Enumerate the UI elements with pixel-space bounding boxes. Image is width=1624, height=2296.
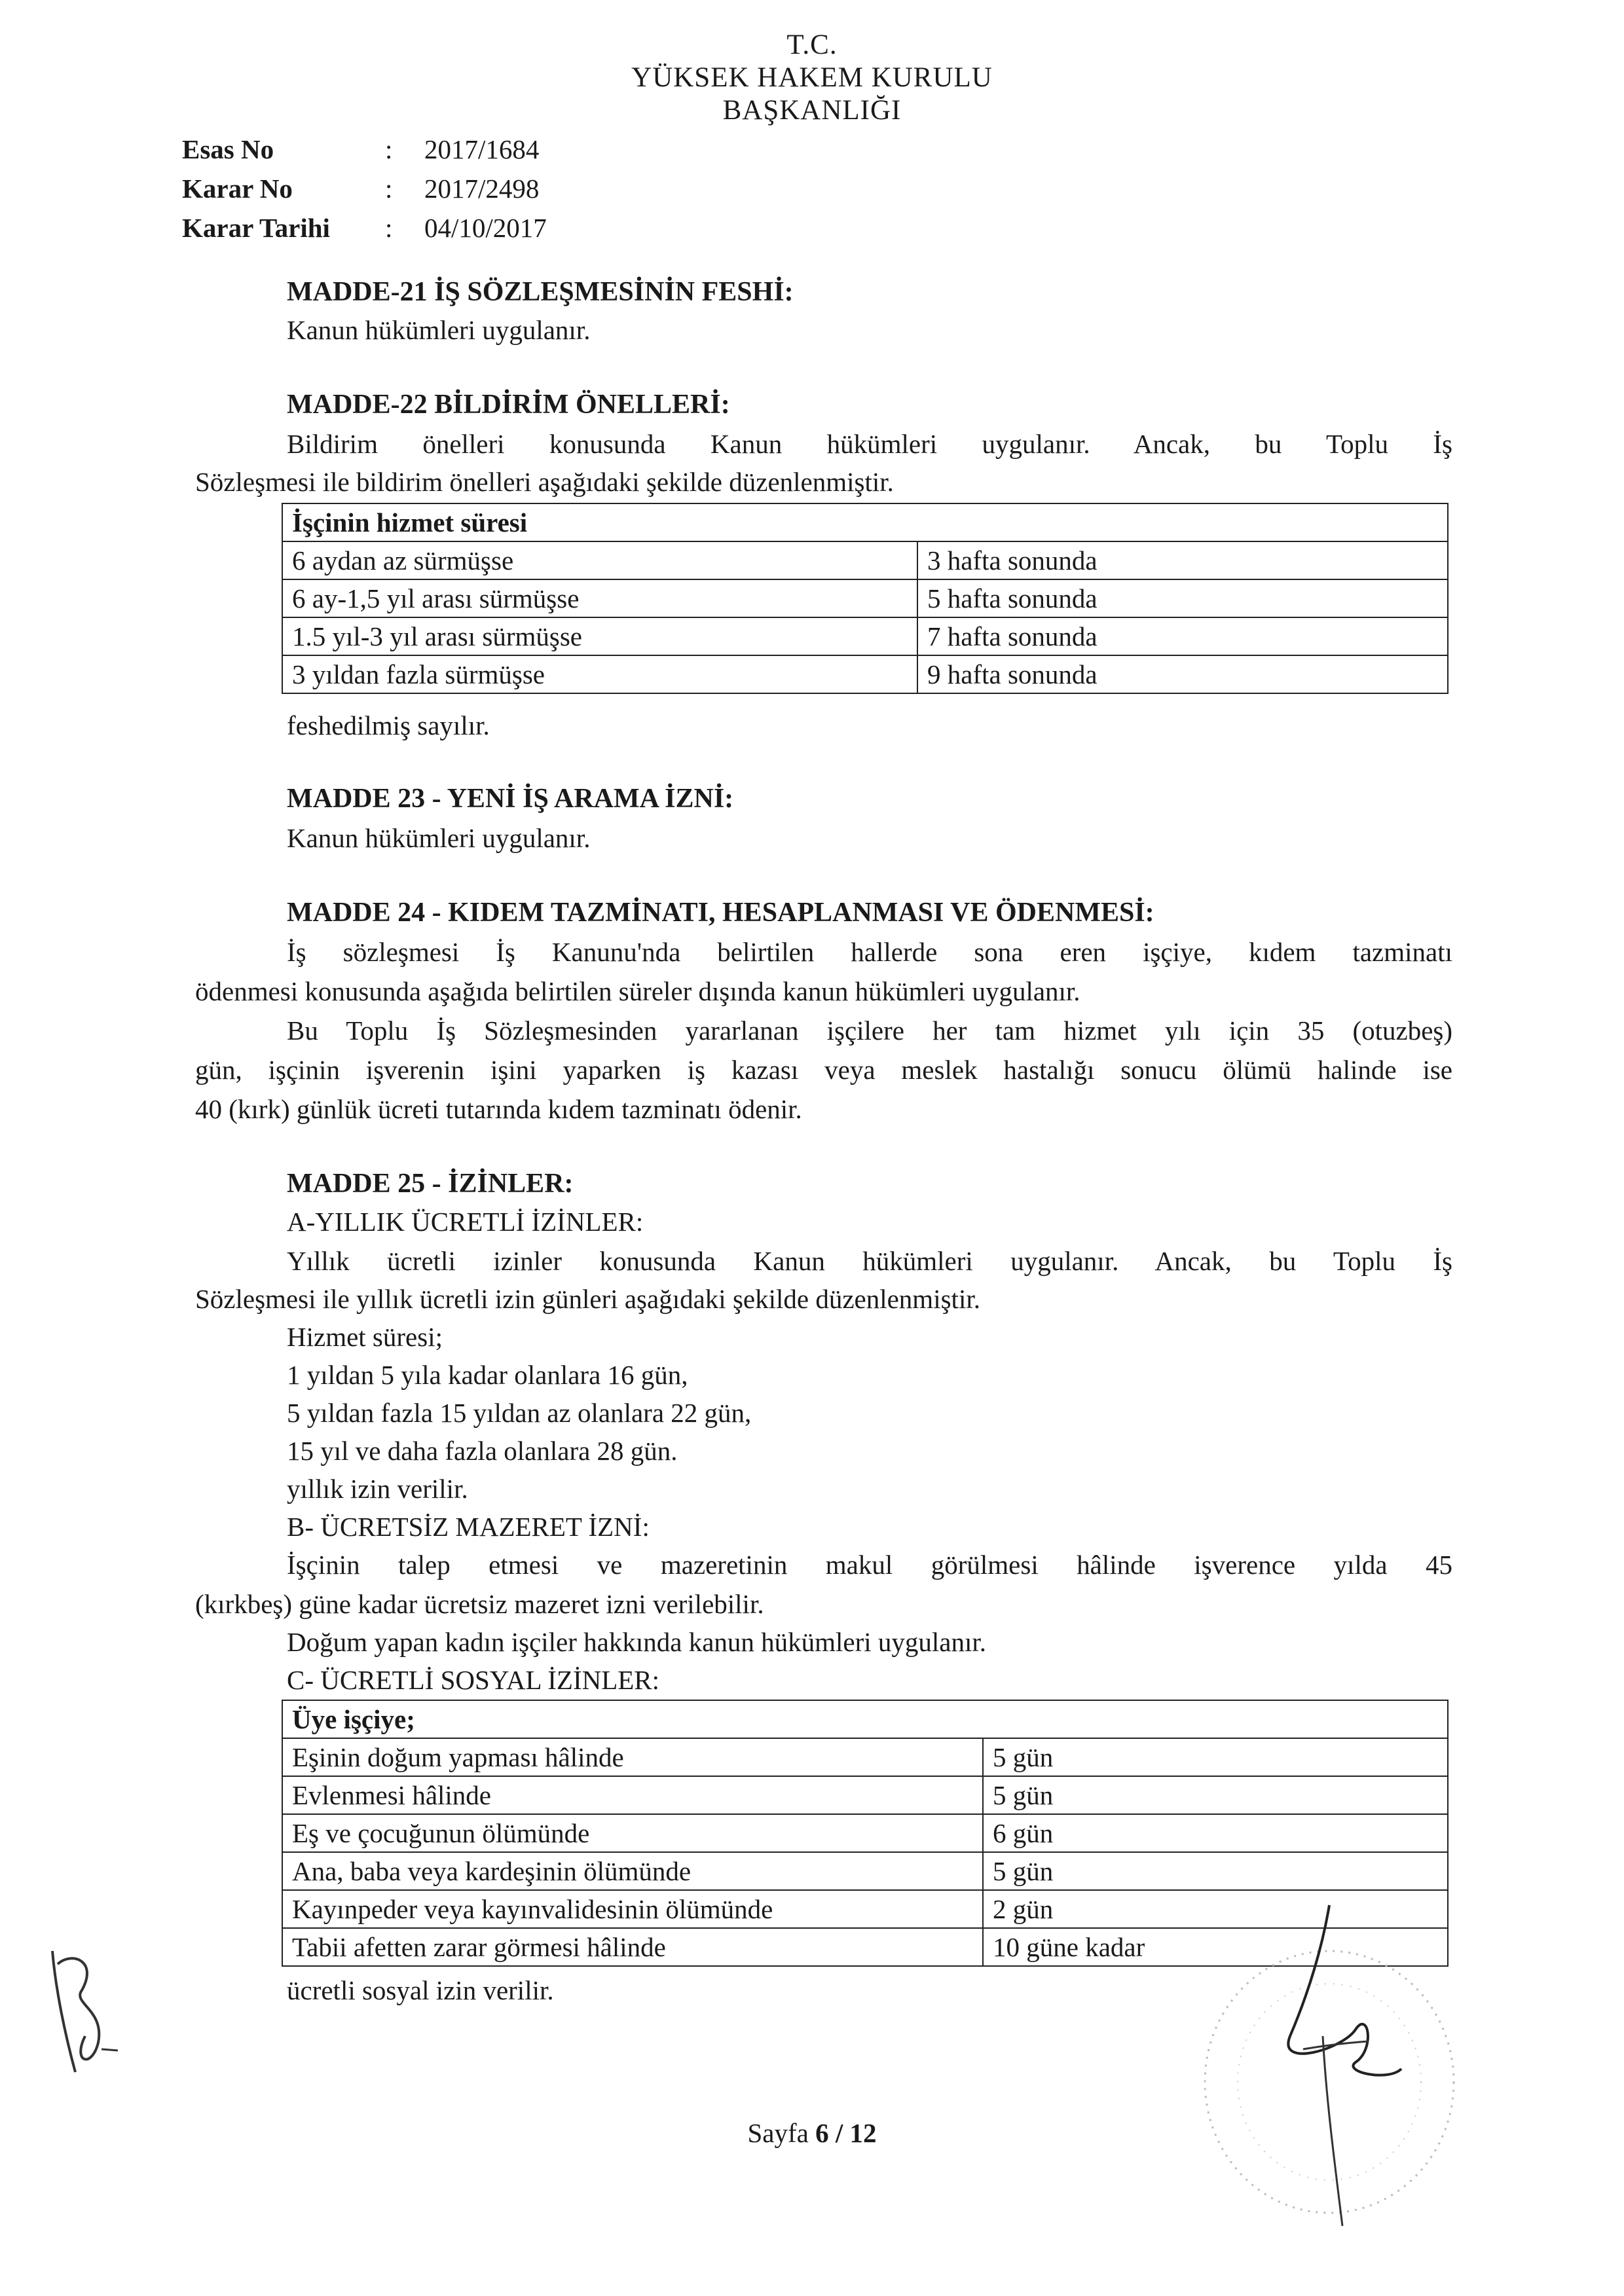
signature-stamp <box>1192 1886 1467 2252</box>
meta-value: 04/10/2017 <box>424 213 547 243</box>
madde25-b-title: B- ÜCRETSİZ MAZERET İZNİ: <box>287 1512 650 1542</box>
meta-row-karar <box>182 169 547 208</box>
meta-label: Karar Tarihi <box>182 213 330 243</box>
handwritten-initial-mark <box>26 1938 138 2082</box>
madde25-a-line1: Yıllık ücretli izinler konusunda Kanun hükümleri uygulanır. Ancak, bu Toplu İş <box>287 1246 1452 1276</box>
page-prefix: Sayfa <box>747 2118 809 2148</box>
table-cell: 1.5 yıl-3 yıl arası sürmüşse <box>282 617 917 655</box>
table-cell: Evlenmesi hâlinde <box>282 1776 983 1814</box>
madde24-p1-line1: İş sözleşmesi İş Kanunu'nda belirtilen hallerde sona eren işçiye, kıdem tazminatı <box>287 937 1452 967</box>
table-cell: Kayınpeder veya kayınvalidesinin ölümünde <box>282 1890 983 1928</box>
meta-colon: : <box>385 134 393 164</box>
madde22-line2: Sözleşmesi ile bildirim önelleri aşağıdaki şekilde düzenlenmiştir. <box>195 467 894 497</box>
table-row <box>282 1738 1448 1776</box>
table-cell: Ana, baba veya kardeşinin ölümünde <box>282 1852 983 1890</box>
table-cell: 5 gün <box>983 1852 1448 1890</box>
table-cell: Tabii afetten zarar görmesi hâlinde <box>282 1928 983 1966</box>
meta-row-esas <box>182 130 547 169</box>
table-cell: Eş ve çocuğunun ölümünde <box>282 1814 983 1852</box>
table-cell: 5 gün <box>983 1738 1448 1776</box>
madde25-b-line1: İşçinin talep etmesi ve mazeretinin makul görülmesi hâlinde işverence yılda 45 <box>287 1550 1452 1580</box>
meta-value: 2017/1684 <box>424 134 540 164</box>
table-cell: 9 hafta sonunda <box>917 655 1448 693</box>
notice-period-table <box>282 503 1449 694</box>
madde24-p1-line2: ödenmesi konusunda aşağıda belirtilen süreler dışında kanun hükümleri uygulanır. <box>195 976 1080 1006</box>
table-cell: 10 güne kadar <box>983 1928 1448 1966</box>
table-cell: 5 gün <box>983 1776 1448 1814</box>
meta-colon: : <box>385 173 393 204</box>
table-row <box>282 1852 1448 1890</box>
madde23-text: Kanun hükümleri uygulanır. <box>287 823 591 853</box>
table-cell: 3 hafta sonunda <box>917 541 1448 579</box>
madde22-after: feshedilmiş sayılır. <box>287 710 490 740</box>
madde25-b-line3: Doğum yapan kadın işçiler hakkında kanun hükümleri uygulanır. <box>287 1627 987 1657</box>
header-line-tc: T.C. <box>786 29 838 60</box>
table-row <box>282 503 1448 541</box>
madde25-c-title: C- ÜCRETLİ SOSYAL İZİNLER: <box>287 1665 660 1695</box>
madde25-a-line3: Hizmet süresi; <box>287 1322 443 1352</box>
table-row <box>282 579 1448 617</box>
table-cell: 6 ay-1,5 yıl arası sürmüşse <box>282 579 917 617</box>
madde25-c-after: ücretli sosyal izin verilir. <box>287 1975 554 2005</box>
madde25-b-line2: (kırkbeş) güne kadar ücretsiz mazeret izni verilebilir. <box>195 1589 764 1619</box>
table-cell: Eşinin doğum yapması hâlinde <box>282 1738 983 1776</box>
madde24-p2-line3: 40 (kırk) günlük ücreti tutarında kıdem tazminatı ödenir. <box>195 1094 802 1124</box>
madde22-title: MADDE-22 BİLDİRİM ÖNELLERİ: <box>287 390 730 420</box>
madde24-title: MADDE 24 - KIDEM TAZMİNATI, HESAPLANMASI VE ÖDENMESİ: <box>287 898 1154 928</box>
header-line-institution: YÜKSEK HAKEM KURULU <box>631 62 993 93</box>
case-meta <box>182 130 547 247</box>
table-row <box>282 1776 1448 1814</box>
header-line-presidency: BAŞKANLIĞI <box>722 95 902 126</box>
table-cell: 3 yıldan fazla sürmüşse <box>282 655 917 693</box>
meta-value: 2017/2498 <box>424 173 540 204</box>
table-row <box>282 655 1448 693</box>
table-cell: 6 aydan az sürmüşse <box>282 541 917 579</box>
page-separator: / <box>835 2118 843 2148</box>
madde25-a-line2: Sözleşmesi ile yıllık ücretli izin günleri aşağıdaki şekilde düzenlenmiştir. <box>195 1284 980 1314</box>
table-row <box>282 541 1448 579</box>
table-row <box>282 1700 1448 1738</box>
madde24-p2-line1: Bu Toplu İş Sözleşmesinden yararlanan işçilere her tam hizmet yılı için 35 (otuzbeş) <box>287 1015 1452 1046</box>
madde21-title: MADDE-21 İŞ SÖZLEŞMESİNİN FESHİ: <box>287 277 794 307</box>
table-row <box>282 1814 1448 1852</box>
table-cell: 5 hafta sonunda <box>917 579 1448 617</box>
table-header: Üye işçiye; <box>282 1700 1448 1738</box>
madde25-a-line6: 15 yıl ve daha fazla olanlara 28 gün. <box>287 1436 678 1466</box>
meta-colon: : <box>385 213 393 243</box>
meta-label: Karar No <box>182 173 293 204</box>
madde25-a-title: A-YILLIK ÜCRETLİ İZİNLER: <box>287 1207 644 1237</box>
table-cell: 7 hafta sonunda <box>917 617 1448 655</box>
page-current: 6 <box>815 2118 829 2148</box>
table-header: İşçinin hizmet süresi <box>282 503 1448 541</box>
table-cell: 2 gün <box>983 1890 1448 1928</box>
madde24-p2-line2: gün, işçinin işverenin işini yaparken iş kazası veya meslek hastalığı sonucu ölümü halinde ise <box>195 1055 1452 1085</box>
madde21-text: Kanun hükümleri uygulanır. <box>287 315 591 345</box>
madde25-a-line5: 5 yıldan fazla 15 yıldan az olanlara 22 gün, <box>287 1398 752 1428</box>
madde25-title: MADDE 25 - İZİNLER: <box>287 1169 574 1199</box>
madde25-a-line7: yıllık izin verilir. <box>287 1474 468 1504</box>
madde25-a-line4: 1 yıldan 5 yıla kadar olanlara 16 gün, <box>287 1360 688 1390</box>
page-total: 12 <box>849 2118 877 2148</box>
meta-row-tarih <box>182 208 547 247</box>
meta-label: Esas No <box>182 134 274 164</box>
madde23-title: MADDE 23 - YENİ İŞ ARAMA İZNİ: <box>287 784 734 814</box>
table-row <box>282 617 1448 655</box>
table-cell: 6 gün <box>983 1814 1448 1852</box>
madde22-line1: Bildirim önelleri konusunda Kanun hükümleri uygulanır. Ancak, bu Toplu İş <box>287 429 1452 459</box>
page-number <box>0 2113 1624 2153</box>
